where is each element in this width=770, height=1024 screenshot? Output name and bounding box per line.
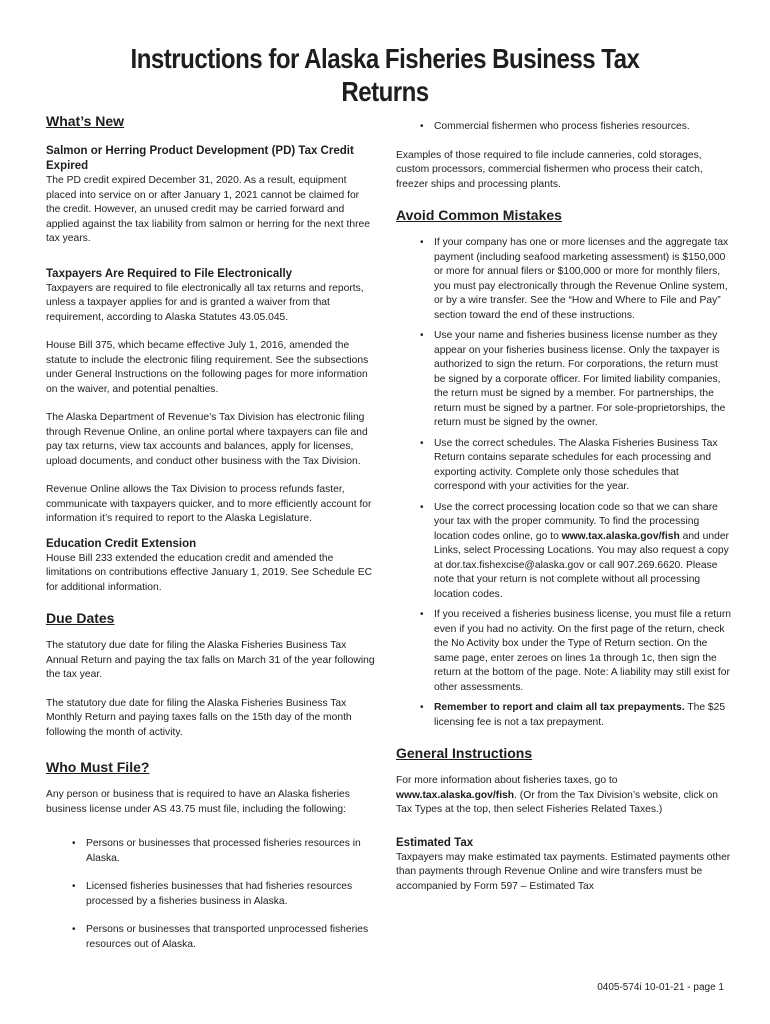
list-item: • Remember to report and claim all tax prepayments. The $25 licensing fee is not a tax prepayment.: [420, 702, 726, 728]
who-must-file-list: [46, 837, 376, 952]
tax-website-link[interactable]: www.tax.alaska.gov/fish: [396, 789, 515, 801]
list-item: • Persons or businesses that processed fisheries resources in Alaska.: [72, 838, 361, 864]
due-dates-text-2: The statutory due date for filing the Alaska Fisheries Business Tax Monthly Return and paying taxes falls on the 15th day of the month following the month of activity.: [46, 697, 352, 738]
right-column: [396, 112, 732, 894]
avoid-mistakes-heading: Avoid Common Mistakes: [396, 207, 562, 223]
list-item: • Licensed fisheries businesses that had fisheries resources processed by a fisheries business in Alaska.: [72, 881, 353, 907]
file-electronically-text-2: House Bill 375, which became effective July 1, 2016, amended the statute to include the electronic filing requirement. See the subsections under General Instructions on the following pages for more information on the waiver, and potential penalties.: [46, 340, 369, 395]
file-electronically-text-3: The Alaska Department of Revenue’s Tax Division has electronic filing through Revenue Online, an online portal where taxpayers can file and pay tax returns, view tax accounts and balances, apply for licenses, upload documents, and conduct other business with the Tax Division.: [46, 412, 368, 467]
page-footer: 0405-574i 10-01-21 - page 1: [597, 982, 724, 993]
file-electronically-heading: Taxpayers Are Required to File Electronically: [46, 267, 293, 280]
list-item: • If you received a fisheries business license, you must file a return even if you had no activity. On the first page of the return, check the No Activity box under the Type of Return section. On the same page, enter zeroes on lines 1a through 1c, then sign the return at the bottom of the page. Note: A liability may still exist for other assessments.: [420, 609, 732, 693]
list-item: • Use the correct processing location code so that we can share your tax with the proper community. To find the processing location codes online, go to www.tax.alaska.gov/fish and under Links, select Processing Locations. You may also request a copy at dor.tax.fishexcise@alaska.gov or call 907.269.6620. Please note that your return is not complete without all processing location codes.: [420, 501, 729, 600]
pd-credit-text: The PD credit expired December 31, 2020. As a result, equipment placed into service on or after January 1, 2021 cannot be claimed for the credit. However, an unused credit may be carried forward and applied against the tax liability from salmon or herring for the next three tax years.: [46, 175, 370, 244]
education-credit-text: House Bill 233 extended the education credit and amended the limitations on contributions effective January 1, 2019. See Schedule EC for additional information.: [46, 552, 373, 593]
who-must-file-list-continued: [396, 120, 732, 135]
list-item: • Commercial fishermen who process fisheries resources.: [420, 121, 690, 132]
pd-credit-heading: Salmon or Herring Product Development (PD) Tax Credit Expired: [46, 145, 354, 172]
list-item: • Use your name and fisheries business license number as they appear on your fisheries business license. Only the taxpayer is authorized to sign the return. For corporations, the return must be signed by a corporate officer. For limited liability companies, the return must be signed by a member. For partnerships, the return must be signed by a partner. For sole-proprietorships, the return must be signed by the owner.: [420, 330, 726, 428]
estimated-tax-text: Taxpayers may make estimated tax payments. Estimated payments other than payments through Revenue Online and wire transfers must be accompanied by Form 597 – Estimated Tax: [396, 851, 731, 892]
education-credit-heading: Education Credit Extension: [46, 537, 197, 550]
tax-website-link[interactable]: www.tax.alaska.gov/fish: [561, 530, 680, 542]
examples-text: Examples of those required to file include canneries, cold storages, custom processors, commercial fishermen who process their catch, freezer ships and processing plants.: [396, 149, 703, 190]
page-title: Instructions for Alaska Fisheries Business Tax Returns: [130, 43, 640, 107]
who-must-file-heading: Who Must File?: [46, 759, 150, 775]
list-item: • Persons or businesses that transported unprocessed fisheries resources out of Alaska.: [72, 924, 369, 950]
whats-new-heading: What’s New: [46, 113, 125, 129]
general-instructions-text: For more information about fisheries taxes, go to www.tax.alaska.gov/fish. (Or from the Tax Division’s website, click on Tax Types at the top, then select Fisheries Related Taxes.): [396, 775, 718, 815]
file-electronically-text-1: Taxpayers are required to file electronically all tax returns and reports, unless a taxpayer applies for and is granted a waiver from that requirement, according to Alaska Statutes 43.05.045.: [46, 282, 364, 323]
mistakes-list: [396, 236, 732, 730]
estimated-tax-heading: Estimated Tax: [396, 836, 474, 849]
due-dates-heading: Due Dates: [46, 610, 115, 626]
list-item: • If your company has one or more licenses and the aggregate tax payment (including seafood marketing assessment) is $150,000 or more for annual filers or $100,000 or more for monthly filers, you must pay electronically through the Revenue Online system, or by a wire transfer. See the “How and Where to File and Pay” section toward the end of these instructions.: [420, 237, 729, 321]
list-item: • Use the correct schedules. The Alaska Fisheries Business Tax Return contains separate schedules for each processing and exporting activity. Complete only those schedules that correspond with your activities for the year.: [420, 437, 718, 492]
due-dates-text-1: The statutory due date for filing the Alaska Fisheries Business Tax Annual Return and paying the tax falls on March 31 of the year following the tax year.: [46, 640, 375, 680]
general-instructions-heading: General Instructions: [396, 745, 533, 761]
file-electronically-text-4: Revenue Online allows the Tax Division to process refunds faster, communicate with taxpayers quicker, and to more efficiently account for information it’s required to report to the Alaska Legislature.: [46, 484, 372, 524]
left-column: [46, 112, 376, 952]
who-must-file-text: Any person or business that is required to have an Alaska fisheries business license under AS 43.75 must file, including the following:: [46, 789, 350, 815]
